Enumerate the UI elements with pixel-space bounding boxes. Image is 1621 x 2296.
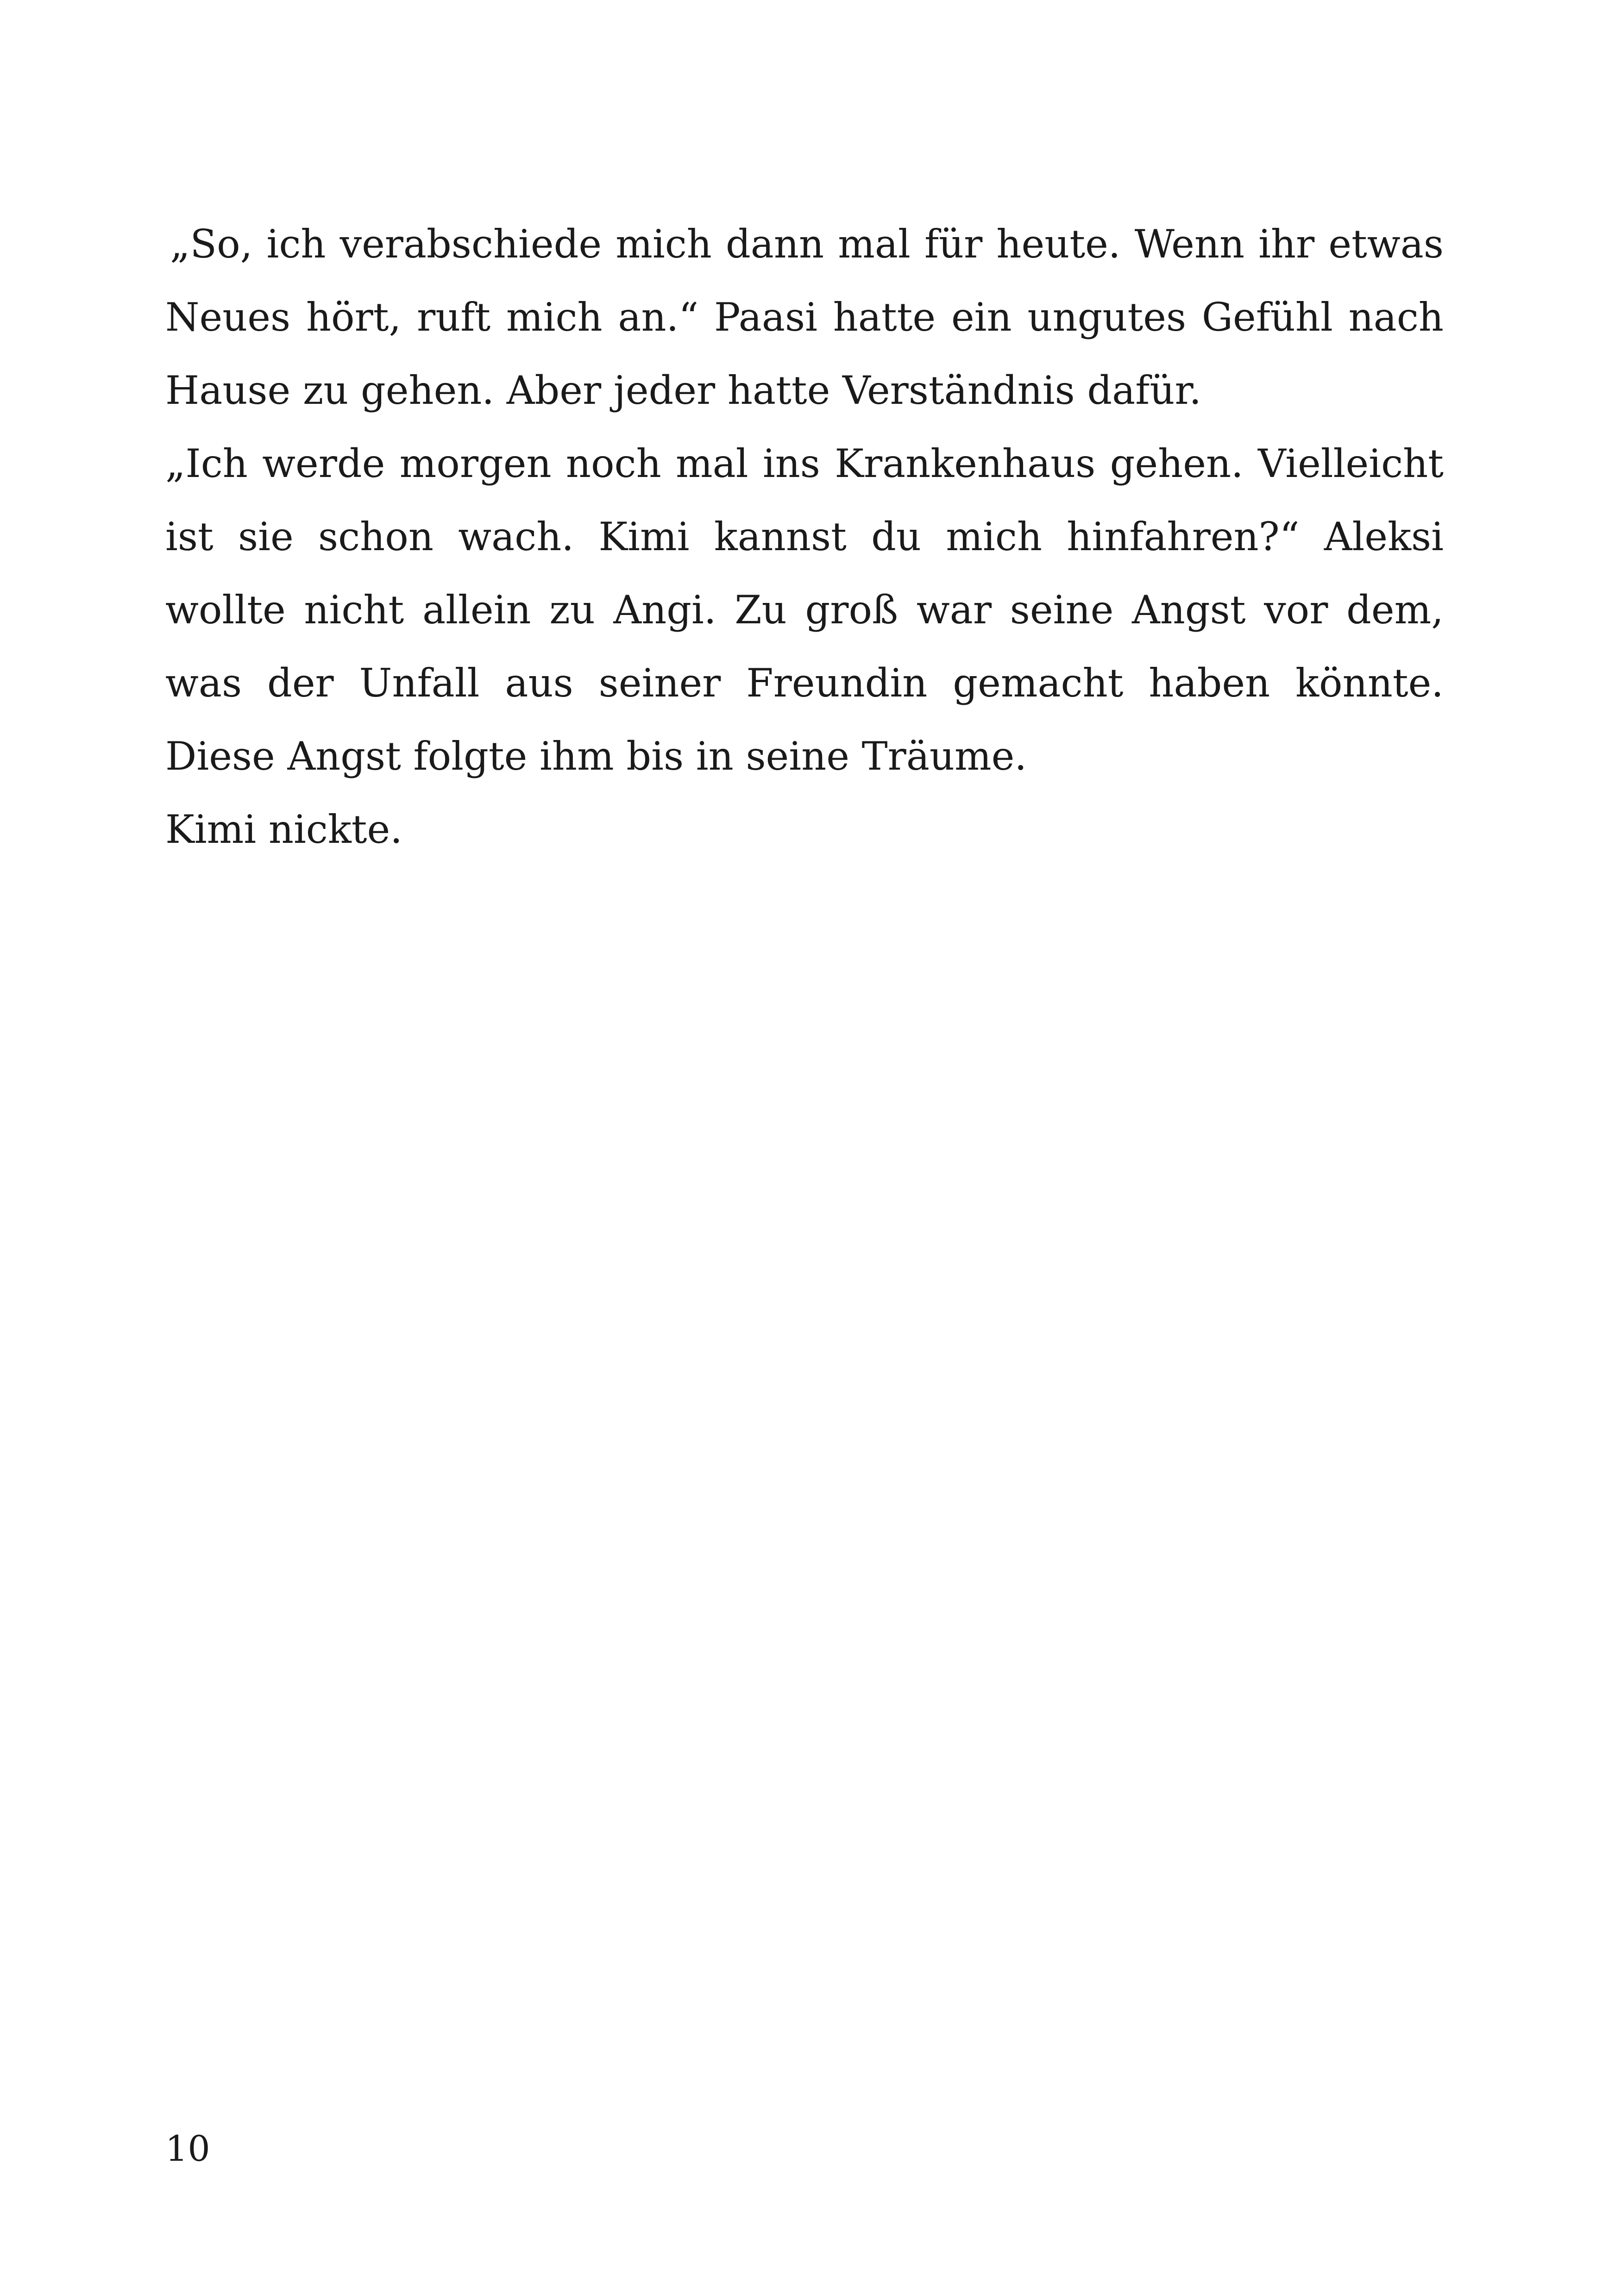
- page-number: 10: [165, 2128, 210, 2169]
- body-text: [165, 207, 1444, 866]
- paragraph-farewell: „So, ich verabschiede mich dann mal für heute. Wenn ihr etwas Neues hört, ruft mich an.“ Paasi hatte ein ungutes Gefühl nach Hause zu gehen. Aber jeder hatte Verständnis dafür.: [165, 221, 1444, 413]
- paragraph-kimi-nods: Kimi nickte.: [165, 807, 402, 852]
- paragraph-hospital: „Ich werde morgen noch mal ins Krankenhaus gehen. Vielleicht ist sie schon wach. Kimi kannst du mich hinfahren?“ Aleksi wollte nicht allein zu Angi. Zu groß war seine Angst vor dem, was der Unfall aus seiner Freundin gemacht haben könnte. Diese Angst folgte ihm bis in seine Träume.: [165, 441, 1444, 779]
